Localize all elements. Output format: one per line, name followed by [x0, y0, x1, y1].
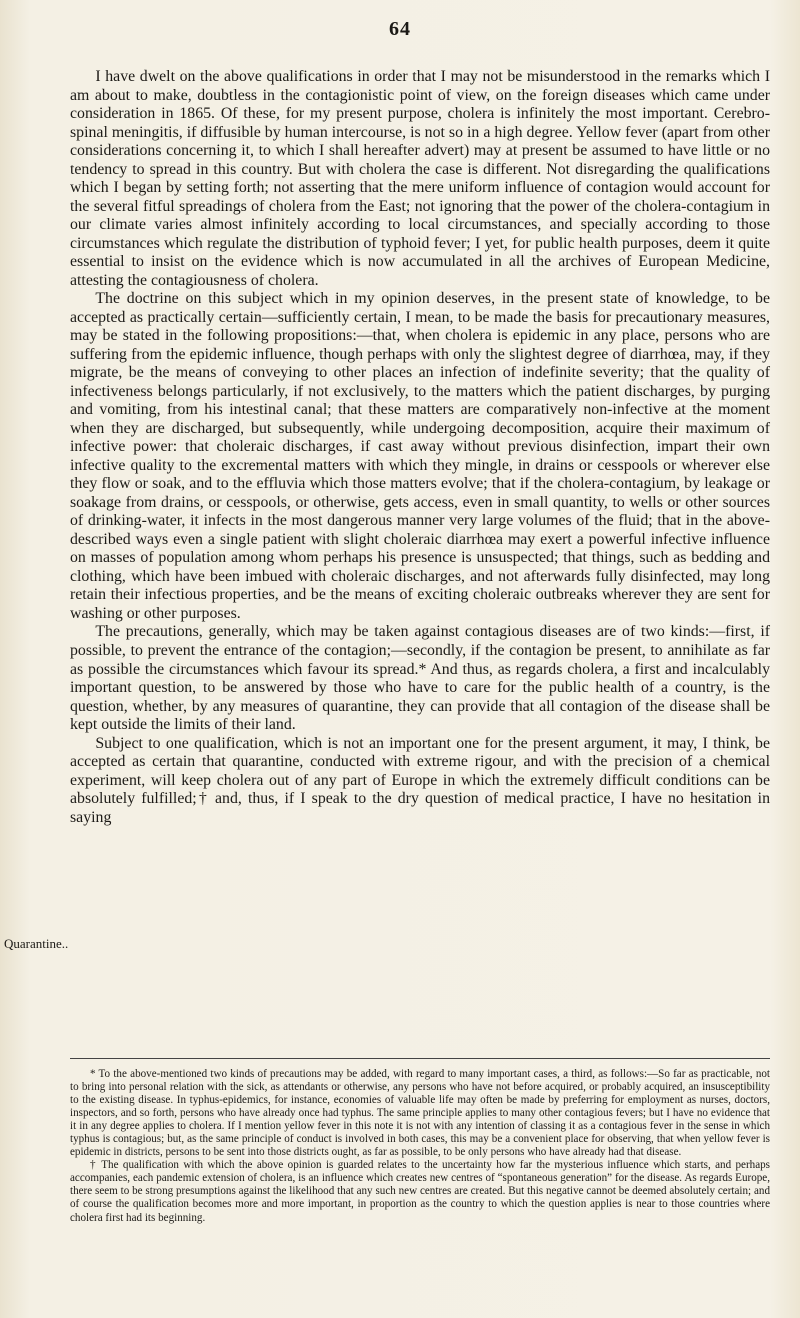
footnotes — [70, 1068, 770, 1225]
footnote-asterisk: * To the above-mentioned two kinds of precautions may be added, with regard to many important cases, a third, as follows:—So far as practicable, not to bring into personal relation with the sick, as attendants or otherwise, any persons who have not before acquired, or probably acquired, an insusceptibility to the existing disease. In typhus-epidemics, for instance, economies of valuable life may often be made by preferring for employment as nurses, doctors, inspectors, and so forth, persons who have already once had typhus. The same principle applies to many other contagious fevers; but I have no evidence that it in any degree applies to cholera. If I mention yellow fever in this note it is not with any intention of classing it as a contagious fever in the sense in which typhus is contagious; but, as the same principle of conduct is involved in both cases, this may be a convenient place for observing, that when yellow fever is epidemic in districts, persons to be sent into those districts ought, as far as possible, to be only persons who have already had that disease. — [70, 1068, 770, 1159]
paragraph-precautions: The precautions, generally, which may be taken against contagious diseases are of two kinds:—first, if possible, to prevent the entrance of the contagion;—secondly, if the contagion be present, to annihilate as far as possible the circumstances which favour its spread.* And thus, as regards cholera, a first and incalculably important question, to be answered by those who have to care for the public health of a country, is the question, whether, by any measures of quarantine, they can provide that all contagion of the disease shall be kept outside the limits of their land. — [70, 623, 770, 734]
paragraph-quarantine: Subject to one qualification, which is not an important one for the present argument, it may, I think, be accepted as certain that quarantine, conducted with extreme rigour, and with the precision of a chemical experiment, will keep cholera out of any part of Europe in which the extremely difficult conditions can be absolutely fulfilled;† and, thus, if I speak to the dry question of medical practice, I have no hesitation in saying — [70, 734, 770, 826]
paragraph-doctrine: The doctrine on this subject which in my opinion deserves, in the present state of knowledge, to be accepted as practically certain—sufficiently certain, I mean, to be made the basis for precautionary measures, may be stated in the following propositions:—that, when cholera is epidemic in any place, persons who are suffering from the epidemic influence, though perhaps with only the slightest degree of diarrhœa, may, if they migrate, be the means of conveying to other places an infection of indefinite severity; that the quality of infectiveness belongs particularly, if not exclusively, to the matters which the patient discharges, by purging and vomiting, from his intestinal canal; that these matters are comparatively non-infective at the moment when they are discharged, but subsequently, while undergoing decomposition, acquire their maximum of infective power: that choleraic discharges, if cast away without previous disinfection, impart their own infective quality to the excremental matters with which they mingle, in drains or cesspools or wherever else they flow or soak, and to the effluvia which those matters evolve; that if the cholera-contagium, by leakage or soakage from drains, or cesspools, or otherwise, gets access, even in small quantity, to wells or other sources of drinking-water, it infects in the most dangerous manner very large volumes of the fluid; that in the above-described ways even a single patient with slight choleraic diarrhœa may exert a powerful infective influence on masses of population among whom perhaps his presence is unsuspected; that things, such as bedding and clothing, which have been imbued with choleraic discharges, and not afterwards fully disinfected, may long retain their infectious properties, and be the means of exciting choleraic outbreaks wherever they are sent for washing or other purposes. — [70, 290, 770, 622]
footnote-dagger: † The qualification with which the above opinion is guarded relates to the uncertainty how far the mysterious influence which starts, and perhaps accompanies, each pandemic extension of cholera, is an influence which creates new centres of “spontaneous generation” for the disease. As regards Europe, there seem to be strong presumptions against the likelihood that any such new centres are created. But this negative cannot be deemed absolutely certain; and of course the qualification becomes more and more important, in proportion as the country to which the question applies is near to those countries where cholera first had its beginning. — [70, 1159, 770, 1224]
footnote-divider — [70, 1058, 770, 1059]
page-number: 64 — [389, 18, 411, 40]
margin-note-quarantine: Quarantine.. — [4, 936, 69, 951]
paragraph-qualifications: I have dwelt on the above qualifications in order that I may not be misunderstood in the remarks which I am about to make, doubtless in the contagionistic point of view, on the foreign diseases which came under consideration in 1865. Of these, for my present purpose, cholera is infinitely the most important. Cerebro-spinal meningitis, if diffusible by human intercourse, is not so in a high degree. Yellow fever (apart from other considerations concerning it, to which I shall hereafter advert) may at present be assumed to have little or no tendency to spread in this country. But with cholera the case is different. Not disregarding the qualifications which I began by setting forth; not asserting that the mere uniform influence of contagion would account for the several fitful spreadings of cholera from the East; not ignoring that the power of the cholera-contagium in our climate varies almost infinitely according to local circumstances, and specially according to those circumstances which regulate the distribution of typhoid fever; I yet, for public health purposes, deem it quite essential to insist on the evidence which is now accumulated in all the archives of European Medicine, attesting the contagiousness of cholera. — [70, 68, 770, 289]
body-text — [70, 68, 770, 827]
